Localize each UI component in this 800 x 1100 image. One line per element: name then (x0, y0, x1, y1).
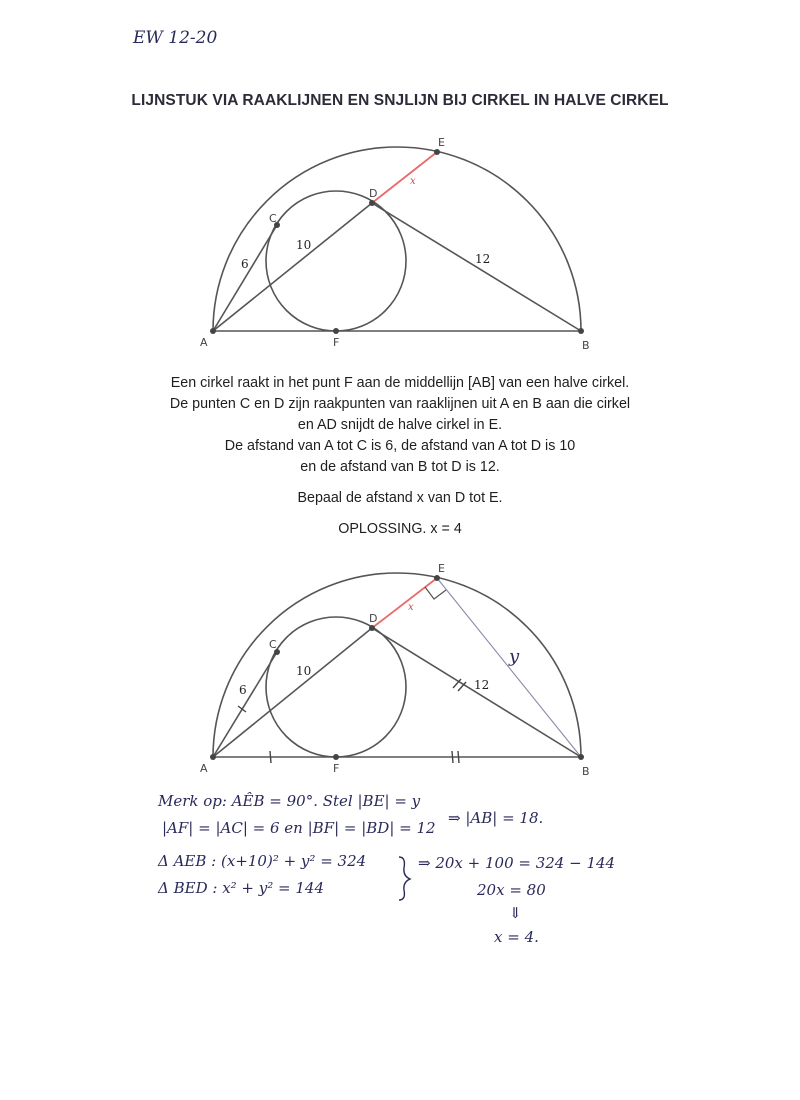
label-f: F (333, 336, 340, 349)
problem-line: en de afstand van B tot D is 12. (300, 459, 500, 475)
label-c-2: C (269, 638, 277, 651)
point-e-2 (434, 575, 440, 581)
length-bd: 12 (475, 252, 491, 266)
segment-de (372, 152, 437, 203)
point-d-2 (369, 625, 375, 631)
inner-circle (266, 191, 406, 331)
solution-result-arrow: ⇓ (509, 904, 522, 922)
point-b (578, 328, 584, 334)
label-c: C (269, 212, 277, 225)
label-f-2: F (333, 762, 340, 775)
length-ac: 6 (241, 257, 249, 271)
segment-bd-2 (372, 628, 581, 757)
tick-af (270, 751, 271, 763)
label-e-2: E (438, 562, 445, 575)
right-angle-mark (425, 587, 446, 599)
solution-result-2: 20x = 80 (477, 881, 546, 899)
length-be: y (509, 646, 520, 667)
point-e (434, 149, 440, 155)
length-bd-2: 12 (474, 678, 490, 692)
solution-triangle-bed: Δ BED : x² + y² = 144 (158, 879, 324, 897)
segment-bd (372, 203, 581, 331)
point-a-2 (210, 754, 216, 760)
length-de-2: x (408, 602, 414, 613)
solution-line-2a: |AF| = |AC| = 6 en |BF| = |BD| = 12 (162, 819, 436, 837)
segment-be (437, 578, 581, 757)
tick-fb-2 (458, 751, 459, 763)
document-code: EW 12-20 (133, 28, 218, 48)
length-ac-2: 6 (239, 683, 247, 697)
solution-result-final: x = 4. (494, 928, 539, 946)
handwritten-solution (157, 792, 615, 946)
label-d-2: D (369, 612, 378, 625)
point-f (333, 328, 339, 334)
page-title: LIJNSTUK VIA RAAKLIJNEN EN SNJLIJN BIJ CIRKEL IN HALVE CIRKEL (131, 92, 669, 109)
figure-1 (200, 136, 590, 352)
tick-fb-1 (452, 751, 453, 763)
solution-statement: OPLOSSING. x = 4 (338, 521, 462, 537)
problem-line: De punten C en D zijn raakpunten van raaklijnen uit A en B aan die cirkel (169, 396, 631, 412)
label-b: B (582, 339, 590, 352)
brace-icon (399, 857, 410, 900)
segment-de-2 (372, 578, 437, 628)
problem-question: Bepaal de afstand x van D tot E. (297, 490, 503, 506)
solution-result-1: ⇒ 20x + 100 = 324 − 144 (418, 854, 616, 872)
label-a: A (200, 336, 208, 349)
problem-line: en AD snijdt de halve cirkel in E. (297, 417, 503, 433)
problem-statement (100, 373, 700, 540)
label-d: D (369, 187, 378, 200)
segment-ad-2 (213, 628, 372, 757)
inner-circle-2 (266, 617, 406, 757)
point-b-2 (578, 754, 584, 760)
label-e: E (438, 136, 445, 149)
figure-2 (200, 562, 590, 778)
solution-line-1: Merk op: AÊB = 90°. Stel |BE| = y (158, 792, 421, 810)
solution-line-2b: ⇒ |AB| = 18. (448, 809, 544, 827)
tick-ac (238, 706, 246, 712)
label-a-2: A (200, 762, 208, 775)
length-de: x (410, 176, 416, 187)
point-f-2 (333, 754, 339, 760)
problem-line: Een cirkel raakt in het punt F aan de middellijn [AB] van een halve cirkel. (170, 375, 630, 391)
point-d (369, 200, 375, 206)
length-ad-2: 10 (296, 664, 312, 678)
segment-ad (213, 203, 372, 331)
problem-line: De afstand van A tot C is 6, de afstand van A tot D is 10 (224, 438, 576, 454)
label-b-2: B (582, 765, 590, 778)
solution-triangle-aeb: Δ AEB : (x+10)² + y² = 324 (158, 852, 367, 870)
length-ad: 10 (296, 238, 312, 252)
point-a (210, 328, 216, 334)
